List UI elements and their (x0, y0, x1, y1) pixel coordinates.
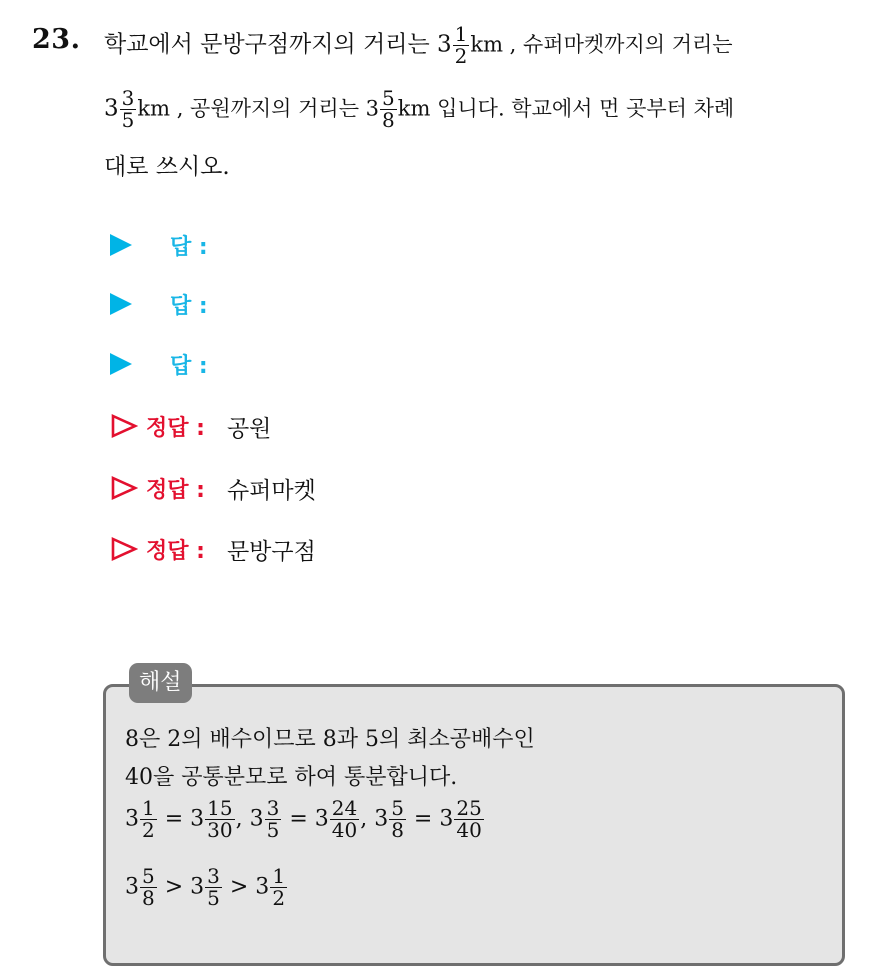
correct-answer-row-1 (110, 410, 271, 442)
fraction (140, 866, 157, 909)
answer-label: 답 : (170, 234, 208, 260)
fraction (380, 88, 397, 131)
fraction (389, 798, 406, 841)
correct-answer-value: 공원 (226, 415, 272, 442)
numerator: 3 (207, 864, 220, 888)
numerator: 5 (391, 796, 404, 820)
denominator: 40 (331, 818, 358, 842)
explanation-line-2: 40을 공통분모로 하여 통분합니다. (125, 765, 458, 790)
numerator: 24 (331, 796, 358, 820)
fraction (120, 88, 137, 131)
answer-label: 답 : (170, 353, 208, 379)
question-text: km , 슈퍼마켓까지의 거리는 (470, 32, 733, 57)
answer-row-3[interactable] (110, 348, 208, 380)
denominator: 2 (142, 818, 155, 842)
question-text-line-1 (104, 24, 733, 67)
question-text: km , 공원까지의 거리는 3 (137, 96, 380, 121)
denominator: 8 (142, 886, 155, 910)
answer-row-1[interactable] (110, 229, 208, 261)
correct-answer-label: 정답 : (146, 477, 205, 503)
correct-answer-value: 문방구점 (226, 538, 316, 565)
fraction (140, 798, 157, 841)
denominator: 5 (266, 818, 280, 842)
play-triangle-icon (110, 234, 132, 256)
fraction (265, 798, 282, 841)
explanation-tag: 해설 (129, 663, 192, 703)
correct-answer-value: 슈퍼마켓 (226, 477, 316, 504)
correct-answer-row-3 (110, 533, 316, 565)
math-text: = 3 (157, 806, 205, 832)
correct-answer-label: 정답 : (146, 538, 205, 564)
outline-triangle-icon (110, 413, 138, 439)
math-text: > 3 (222, 874, 270, 900)
question-text: 3 (104, 95, 119, 122)
question-text-line-2 (104, 88, 734, 131)
denominator: 2 (272, 886, 286, 910)
denominator: 8 (382, 108, 395, 132)
numerator: 1 (142, 796, 155, 820)
explanation-line-3 (125, 798, 485, 841)
math-text: , 3 (235, 806, 264, 832)
outline-triangle-icon (110, 475, 138, 501)
explanation-line-1: 8은 2의 배수이므로 8과 5의 최소공배수인 (125, 727, 535, 752)
math-text: , 3 (360, 806, 389, 832)
denominator: 2 (454, 44, 468, 68)
fraction (270, 866, 287, 909)
outline-triangle-icon (110, 536, 138, 562)
question-text: km 입니다. 학교에서 먼 곳부터 차례 (397, 96, 735, 121)
denominator: 30 (207, 818, 233, 842)
numerator: 1 (454, 22, 468, 46)
numerator: 3 (266, 796, 280, 820)
fraction (454, 798, 483, 841)
denominator: 8 (391, 818, 404, 842)
math-text: = 3 (282, 806, 329, 832)
math-text: 3 (125, 874, 139, 900)
fraction (453, 24, 470, 67)
play-triangle-icon (110, 293, 132, 315)
question-text-line-3: 대로 쓰시오. (104, 154, 230, 180)
correct-answer-row-2 (110, 472, 316, 504)
math-text: > 3 (157, 874, 205, 900)
explanation-line-4 (125, 866, 288, 909)
question-text: 학교에서 문방구점까지의 거리는 3 (104, 31, 452, 58)
math-text: = 3 (406, 806, 454, 832)
fraction (205, 798, 234, 841)
numerator: 1 (272, 864, 286, 888)
numerator: 5 (382, 86, 395, 110)
answer-label: 답 : (170, 293, 208, 319)
answer-row-2[interactable] (110, 288, 208, 320)
question-number: 23. (32, 24, 81, 55)
fraction (205, 866, 222, 909)
fraction (330, 798, 359, 841)
math-text: 3 (125, 806, 139, 832)
denominator: 5 (207, 886, 220, 910)
numerator: 5 (142, 864, 155, 888)
numerator: 25 (456, 796, 482, 820)
play-triangle-icon (110, 353, 132, 375)
numerator: 3 (121, 86, 135, 110)
numerator: 15 (207, 796, 233, 820)
correct-answer-label: 정답 : (146, 415, 205, 441)
denominator: 5 (121, 108, 135, 132)
denominator: 40 (456, 818, 482, 842)
